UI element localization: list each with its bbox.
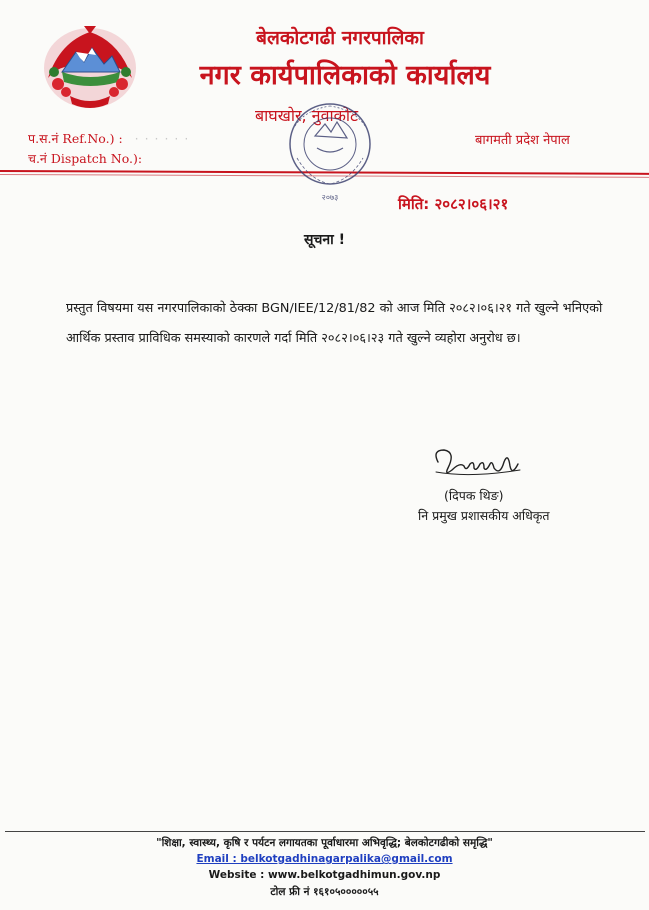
province-label: बागमती प्रदेश नेपाल bbox=[475, 133, 570, 148]
footer-toll-free: टोल फ्री नं १६१०५०००००५५ bbox=[270, 886, 379, 898]
official-stamp bbox=[275, 96, 385, 206]
notice-body: प्रस्तुत विषयमा यस नगरपालिकाको ठेक्का BGN/IEE/12/81/82 को आज मिति २०८२।०६।२१ गते खुल्ने भनिएको आर्थिक प्रस्ताव प्राविधिक समस्याको कारणले गर्दा मिति २०८२।०६।२३ गते खुल्ने व्यहोरा अनुरोध छ। bbox=[66, 301, 603, 346]
dispatch-number bbox=[28, 150, 154, 167]
notice-title: सूचना ! bbox=[303, 232, 345, 248]
footer-email-link[interactable]: Email : belkotgadhinagarpalika@gmail.com bbox=[196, 853, 453, 865]
ref-value: · · · · · · bbox=[134, 131, 190, 146]
signatory-name: (दिपक थिङ) bbox=[444, 488, 504, 503]
footer-slogan: "शिक्षा, स्वास्थ्य, कृषि र पर्यटन लगायतका पूर्वाधारमा अभिवृद्धि; बेलकोटगढीको समृद्धि" bbox=[156, 837, 493, 849]
footer-divider bbox=[5, 831, 645, 832]
nepal-emblem-logo bbox=[40, 22, 140, 114]
footer-website[interactable]: Website : www.belkotgadhimun.gov.np bbox=[208, 869, 441, 881]
ref-label: प.स.नं Ref.No.) : bbox=[28, 131, 123, 146]
municipality-name: बेलकोटगढी नगरपालिका bbox=[256, 27, 424, 49]
reference-number bbox=[28, 130, 189, 147]
letter-date: मिति: २०८२।०६।२१ bbox=[398, 195, 509, 213]
office-name: नगर कार्यपालिकाको कार्यालय bbox=[199, 60, 491, 91]
signatory-title: नि प्रमुख प्रशासकीय अधिकृत bbox=[418, 508, 550, 523]
stamp-year: २०७३ bbox=[321, 193, 339, 202]
handwritten-signature bbox=[430, 442, 530, 482]
dispatch-label: च.नं Dispatch No.): bbox=[28, 151, 143, 166]
office-location: बाघखोर, नुवाकोट bbox=[255, 106, 359, 125]
